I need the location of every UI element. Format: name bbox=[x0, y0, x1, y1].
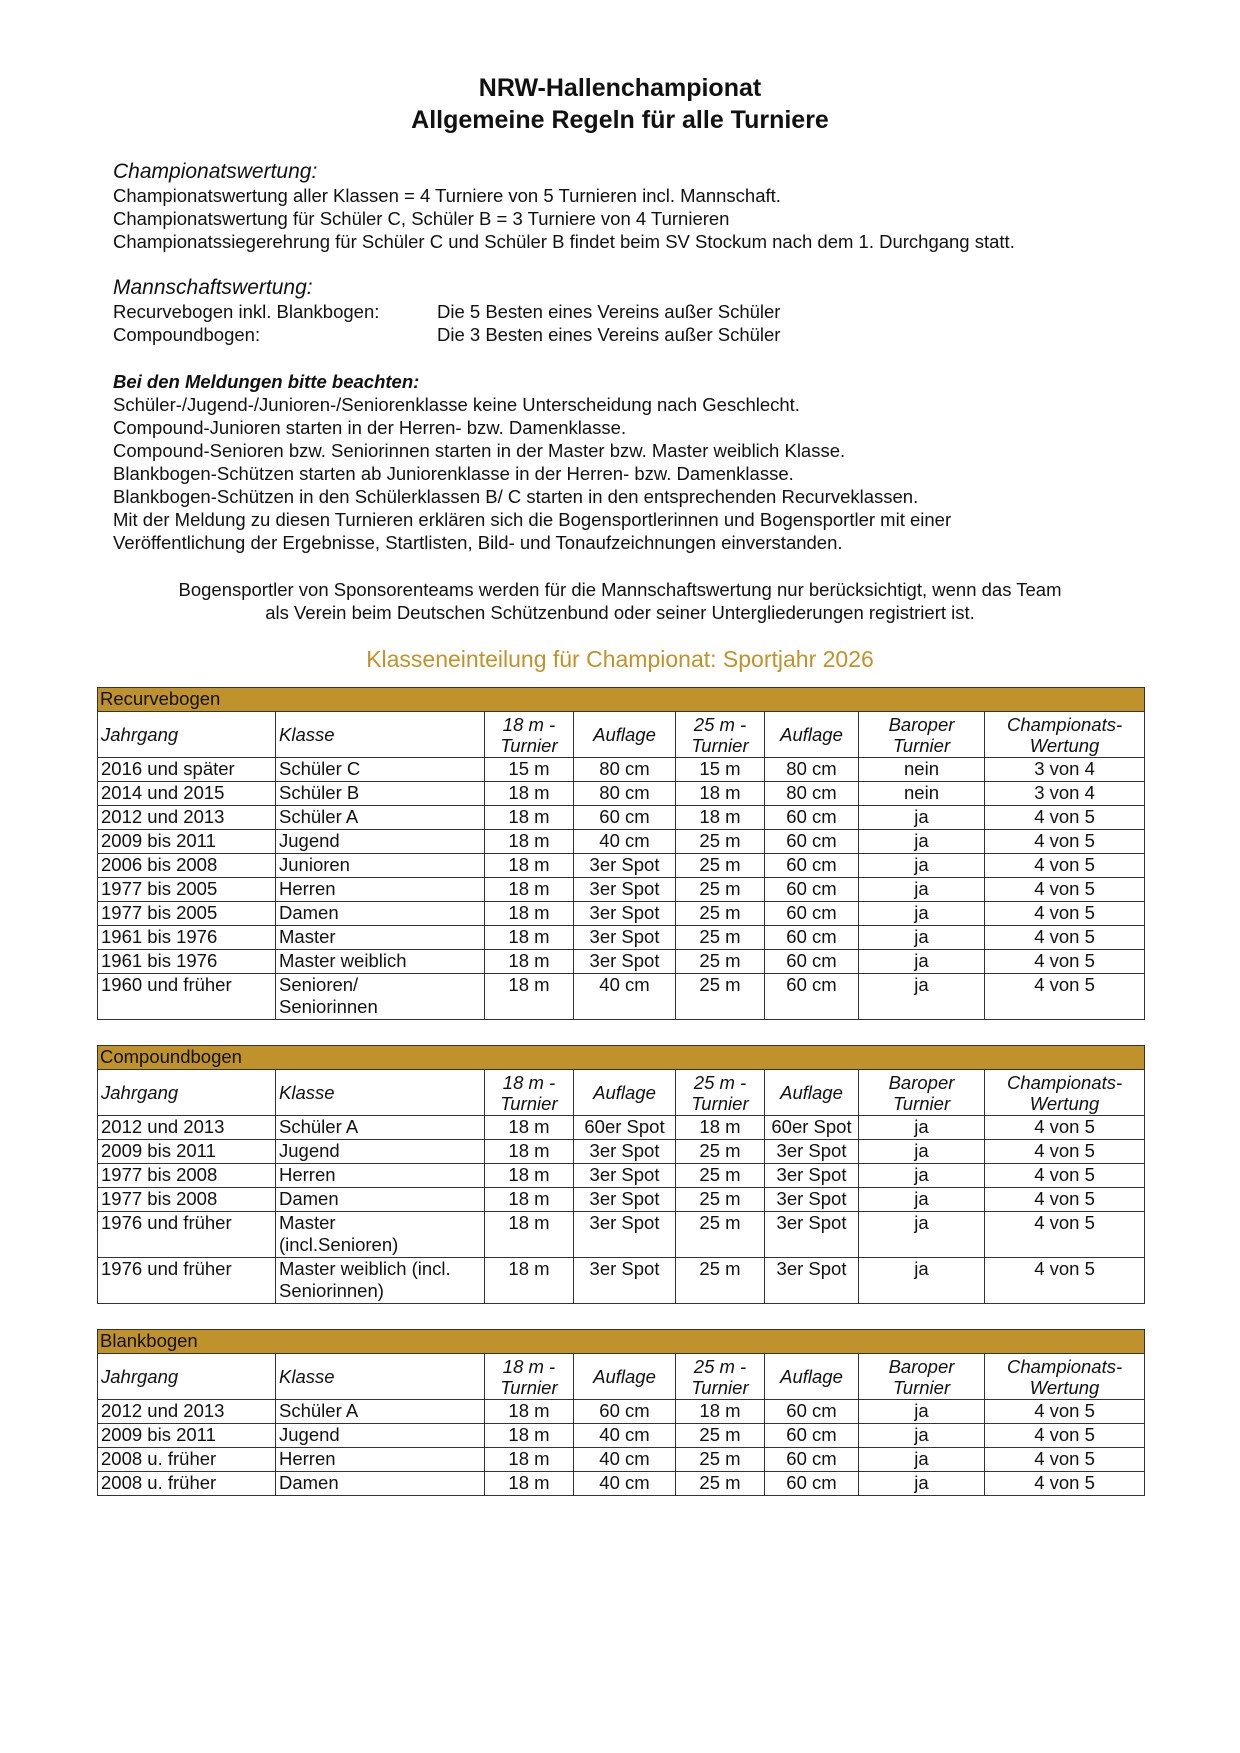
cell-18m: 18 m bbox=[485, 830, 574, 854]
col-25m: 25 m - Turnier bbox=[676, 712, 765, 758]
cell-18m: 18 m bbox=[485, 1448, 574, 1472]
cell-jahrgang: 1976 und früher bbox=[98, 1212, 276, 1258]
table-row bbox=[98, 806, 1145, 830]
col-championat: Championats- Wertung bbox=[985, 712, 1145, 758]
col-18m: 18 m - Turnier bbox=[485, 1070, 574, 1116]
cell-25m: 25 m bbox=[676, 1188, 765, 1212]
table-row bbox=[98, 1258, 1145, 1304]
page-subtitle: Allgemeine Regeln für alle Turniere bbox=[411, 106, 829, 134]
mannschaftswertung-value: Die 5 Besten eines Vereins außer Schüler bbox=[437, 301, 781, 322]
cell-auflage: 80 cm bbox=[574, 758, 676, 782]
table-row bbox=[98, 782, 1145, 806]
cell-jahrgang: 1977 bis 2008 bbox=[98, 1188, 276, 1212]
cell-25m: 25 m bbox=[676, 974, 765, 1020]
cell-auflage: 80 cm bbox=[765, 782, 859, 806]
cell-baroper: nein bbox=[859, 758, 985, 782]
meldungen-line: Compound-Junioren starten in der Herren- bzw. Damenklasse. bbox=[113, 417, 627, 438]
cell-jahrgang: 2006 bis 2008 bbox=[98, 854, 276, 878]
cell-wertung: 4 von 5 bbox=[985, 1164, 1145, 1188]
col-auflage: Auflage bbox=[574, 1070, 676, 1116]
cell-auflage: 3er Spot bbox=[765, 1258, 859, 1304]
cell-baroper: ja bbox=[859, 1116, 985, 1140]
cell-auflage: 40 cm bbox=[574, 974, 676, 1020]
cell-auflage: 60er Spot bbox=[765, 1116, 859, 1140]
cell-jahrgang: 2012 und 2013 bbox=[98, 806, 276, 830]
championatswertung-heading: Championatswertung: bbox=[113, 160, 318, 183]
championatswertung-line: Championatssiegerehrung für Schüler C und Schüler B findet beim SV Stockum nach dem 1. Durchgang statt. bbox=[113, 231, 1015, 252]
meldungen-line: Mit der Meldung zu diesen Turnieren erklären sich die Bogensportlerinnen und Bogensportler mit einer bbox=[113, 509, 952, 530]
sponsor-note bbox=[113, 578, 1127, 624]
cell-18m: 18 m bbox=[485, 854, 574, 878]
cell-auflage: 80 cm bbox=[765, 758, 859, 782]
table-row bbox=[98, 830, 1145, 854]
cell-baroper: ja bbox=[859, 878, 985, 902]
sponsor-note-line: Bogensportler von Sponsorenteams werden für die Mannschaftswertung nur berücksichtigt, wenn das Team bbox=[178, 579, 1062, 600]
cell-25m: 25 m bbox=[676, 1472, 765, 1496]
col-championat: Championats- Wertung bbox=[985, 1070, 1145, 1116]
cell-klasse: Senioren/ Seniorinnen bbox=[276, 974, 485, 1020]
cell-auflage: 60 cm bbox=[765, 926, 859, 950]
table-header-row bbox=[98, 1070, 1145, 1116]
cell-auflage: 60 cm bbox=[765, 878, 859, 902]
cell-25m: 25 m bbox=[676, 1140, 765, 1164]
cell-wertung: 4 von 5 bbox=[985, 1424, 1145, 1448]
cell-jahrgang: 1977 bis 2008 bbox=[98, 1164, 276, 1188]
cell-18m: 18 m bbox=[485, 878, 574, 902]
championatswertung-line: Championatswertung für Schüler C, Schüler B = 3 Turniere von 4 Turnieren bbox=[113, 208, 730, 229]
cell-baroper: ja bbox=[859, 1400, 985, 1424]
cell-auflage: 60er Spot bbox=[574, 1116, 676, 1140]
cell-auflage: 60 cm bbox=[765, 1448, 859, 1472]
cell-baroper: ja bbox=[859, 1472, 985, 1496]
cell-baroper: ja bbox=[859, 830, 985, 854]
cell-25m: 25 m bbox=[676, 1212, 765, 1258]
col-baroper: Baroper Turnier bbox=[859, 712, 985, 758]
cell-baroper: ja bbox=[859, 902, 985, 926]
cell-baroper: ja bbox=[859, 1212, 985, 1258]
meldungen-line: Compound-Senioren bzw. Seniorinnen starten in der Master bzw. Master weiblich Klasse. bbox=[113, 440, 846, 461]
cell-baroper: ja bbox=[859, 1448, 985, 1472]
cell-auflage: 3er Spot bbox=[765, 1140, 859, 1164]
cell-auflage: 3er Spot bbox=[765, 1188, 859, 1212]
cell-18m: 18 m bbox=[485, 926, 574, 950]
cell-18m: 18 m bbox=[485, 1164, 574, 1188]
cell-baroper: ja bbox=[859, 854, 985, 878]
cell-wertung: 4 von 5 bbox=[985, 830, 1145, 854]
cell-klasse: Damen bbox=[276, 1188, 485, 1212]
cell-wertung: 4 von 5 bbox=[985, 974, 1145, 1020]
cell-auflage: 60 cm bbox=[765, 806, 859, 830]
cell-25m: 25 m bbox=[676, 1424, 765, 1448]
cell-auflage: 3er Spot bbox=[765, 1164, 859, 1188]
table-row bbox=[98, 758, 1145, 782]
cell-jahrgang: 1961 bis 1976 bbox=[98, 950, 276, 974]
cell-25m: 15 m bbox=[676, 758, 765, 782]
table-row bbox=[98, 854, 1145, 878]
table-row bbox=[98, 902, 1145, 926]
cell-auflage: 40 cm bbox=[574, 1472, 676, 1496]
cell-wertung: 4 von 5 bbox=[985, 878, 1145, 902]
col-18m: 18 m - Turnier bbox=[485, 712, 574, 758]
col-jahrgang: Jahrgang bbox=[98, 712, 276, 758]
cell-jahrgang: 2009 bis 2011 bbox=[98, 1140, 276, 1164]
compound-table bbox=[97, 1045, 1145, 1304]
cell-jahrgang: 2012 und 2013 bbox=[98, 1400, 276, 1424]
cell-baroper: ja bbox=[859, 1424, 985, 1448]
cell-auflage: 3er Spot bbox=[574, 1258, 676, 1304]
cell-wertung: 4 von 5 bbox=[985, 1448, 1145, 1472]
cell-klasse: Schüler B bbox=[276, 782, 485, 806]
cell-18m: 18 m bbox=[485, 1140, 574, 1164]
cell-25m: 18 m bbox=[676, 1400, 765, 1424]
cell-baroper: ja bbox=[859, 974, 985, 1020]
cell-klasse: Jugend bbox=[276, 830, 485, 854]
cell-klasse: Master (incl.Senioren) bbox=[276, 1212, 485, 1258]
cell-auflage: 3er Spot bbox=[574, 950, 676, 974]
cell-18m: 15 m bbox=[485, 758, 574, 782]
cell-auflage: 3er Spot bbox=[574, 1188, 676, 1212]
cell-auflage: 3er Spot bbox=[574, 854, 676, 878]
table-header-row bbox=[98, 712, 1145, 758]
meldungen-line: Veröffentlichung der Ergebnisse, Startlisten, Bild- und Tonaufzeichnungen einverstanden. bbox=[113, 532, 843, 553]
cell-wertung: 4 von 5 bbox=[985, 950, 1145, 974]
blank-band: Blankbogen bbox=[98, 1330, 1145, 1354]
table-row bbox=[98, 926, 1145, 950]
cell-klasse: Schüler A bbox=[276, 1400, 485, 1424]
cell-25m: 25 m bbox=[676, 1448, 765, 1472]
cell-jahrgang: 2016 und später bbox=[98, 758, 276, 782]
cell-klasse: Master bbox=[276, 926, 485, 950]
cell-jahrgang: 1977 bis 2005 bbox=[98, 878, 276, 902]
cell-wertung: 4 von 5 bbox=[985, 854, 1145, 878]
cell-jahrgang: 1977 bis 2005 bbox=[98, 902, 276, 926]
cell-18m: 18 m bbox=[485, 1472, 574, 1496]
col-klasse: Klasse bbox=[276, 712, 485, 758]
cell-baroper: ja bbox=[859, 1258, 985, 1304]
cell-jahrgang: 2008 u. früher bbox=[98, 1472, 276, 1496]
col-championat: Championats- Wertung bbox=[985, 1354, 1145, 1400]
cell-klasse: Herren bbox=[276, 878, 485, 902]
cell-auflage: 40 cm bbox=[574, 1424, 676, 1448]
cell-auflage: 3er Spot bbox=[574, 878, 676, 902]
cell-25m: 25 m bbox=[676, 1164, 765, 1188]
cell-18m: 18 m bbox=[485, 782, 574, 806]
table-row bbox=[98, 1116, 1145, 1140]
cell-wertung: 3 von 4 bbox=[985, 782, 1145, 806]
cell-klasse: Jugend bbox=[276, 1424, 485, 1448]
cell-jahrgang: 2009 bis 2011 bbox=[98, 830, 276, 854]
cell-baroper: nein bbox=[859, 782, 985, 806]
col-25m: 25 m - Turnier bbox=[676, 1070, 765, 1116]
cell-18m: 18 m bbox=[485, 1258, 574, 1304]
table-row bbox=[98, 974, 1145, 1020]
cell-jahrgang: 2009 bis 2011 bbox=[98, 1424, 276, 1448]
cell-auflage: 3er Spot bbox=[574, 902, 676, 926]
mannschaftswertung-heading: Mannschaftswertung: bbox=[113, 276, 313, 299]
col-auflage: Auflage bbox=[765, 1354, 859, 1400]
cell-wertung: 3 von 4 bbox=[985, 758, 1145, 782]
cell-auflage: 60 cm bbox=[574, 806, 676, 830]
cell-18m: 18 m bbox=[485, 1116, 574, 1140]
meldungen-line: Blankbogen-Schützen starten ab Juniorenklasse in der Herren- bzw. Damenklasse. bbox=[113, 463, 794, 484]
meldungen-line: Blankbogen-Schützen in den Schülerklassen B/ C starten in den entsprechenden Recurveklassen. bbox=[113, 486, 919, 507]
table-row bbox=[98, 1188, 1145, 1212]
table-header-row bbox=[98, 1354, 1145, 1400]
cell-18m: 18 m bbox=[485, 974, 574, 1020]
cell-auflage: 60 cm bbox=[765, 1472, 859, 1496]
col-18m: 18 m - Turnier bbox=[485, 1354, 574, 1400]
table-row bbox=[98, 1400, 1145, 1424]
cell-18m: 18 m bbox=[485, 902, 574, 926]
cell-wertung: 4 von 5 bbox=[985, 926, 1145, 950]
cell-auflage: 40 cm bbox=[574, 830, 676, 854]
cell-wertung: 4 von 5 bbox=[985, 1188, 1145, 1212]
meldungen-section bbox=[113, 370, 1163, 554]
cell-auflage: 3er Spot bbox=[574, 1164, 676, 1188]
mannschaftswertung-section bbox=[113, 275, 1163, 346]
cell-auflage: 60 cm bbox=[765, 974, 859, 1020]
col-baroper: Baroper Turnier bbox=[859, 1070, 985, 1116]
table-row bbox=[98, 1212, 1145, 1258]
cell-klasse: Damen bbox=[276, 1472, 485, 1496]
cell-auflage: 60 cm bbox=[765, 854, 859, 878]
cell-jahrgang: 2008 u. früher bbox=[98, 1448, 276, 1472]
page-title: NRW-Hallenchampionat bbox=[478, 74, 762, 102]
cell-jahrgang: 1976 und früher bbox=[98, 1258, 276, 1304]
cell-klasse: Schüler A bbox=[276, 1116, 485, 1140]
cell-klasse: Herren bbox=[276, 1448, 485, 1472]
cell-25m: 25 m bbox=[676, 1258, 765, 1304]
mannschaftswertung-label: Compoundbogen: bbox=[113, 324, 261, 345]
mannschaftswertung-value: Die 3 Besten eines Vereins außer Schüler bbox=[437, 324, 781, 345]
col-jahrgang: Jahrgang bbox=[98, 1070, 276, 1116]
cell-baroper: ja bbox=[859, 1140, 985, 1164]
blank-table bbox=[97, 1329, 1145, 1496]
classification-title: Klasseneinteilung für Championat: Sportjahr 2026 bbox=[366, 646, 874, 672]
championatswertung-line: Championatswertung aller Klassen = 4 Turniere von 5 Turnieren incl. Mannschaft. bbox=[113, 185, 781, 206]
recurve-band: Recurvebogen bbox=[98, 688, 1145, 712]
cell-auflage: 3er Spot bbox=[574, 926, 676, 950]
table-row bbox=[98, 1472, 1145, 1496]
cell-auflage: 3er Spot bbox=[765, 1212, 859, 1258]
table-row bbox=[98, 1140, 1145, 1164]
cell-auflage: 60 cm bbox=[765, 1424, 859, 1448]
meldungen-line: Schüler-/Jugend-/Junioren-/Seniorenklasse keine Unterscheidung nach Geschlecht. bbox=[113, 394, 800, 415]
cell-jahrgang: 2012 und 2013 bbox=[98, 1116, 276, 1140]
col-klasse: Klasse bbox=[276, 1070, 485, 1116]
cell-klasse: Master weiblich bbox=[276, 950, 485, 974]
col-klasse: Klasse bbox=[276, 1354, 485, 1400]
cell-25m: 25 m bbox=[676, 926, 765, 950]
cell-klasse: Master weiblich (incl. Seniorinnen) bbox=[276, 1258, 485, 1304]
col-auflage: Auflage bbox=[574, 712, 676, 758]
cell-18m: 18 m bbox=[485, 1400, 574, 1424]
cell-baroper: ja bbox=[859, 806, 985, 830]
cell-wertung: 4 von 5 bbox=[985, 1140, 1145, 1164]
cell-baroper: ja bbox=[859, 1188, 985, 1212]
cell-klasse: Jugend bbox=[276, 1140, 485, 1164]
col-auflage: Auflage bbox=[574, 1354, 676, 1400]
cell-baroper: ja bbox=[859, 950, 985, 974]
cell-25m: 25 m bbox=[676, 854, 765, 878]
cell-wertung: 4 von 5 bbox=[985, 1258, 1145, 1304]
cell-baroper: ja bbox=[859, 926, 985, 950]
mannschaftswertung-row bbox=[113, 323, 1163, 346]
cell-25m: 25 m bbox=[676, 950, 765, 974]
cell-auflage: 60 cm bbox=[574, 1400, 676, 1424]
cell-jahrgang: 2014 und 2015 bbox=[98, 782, 276, 806]
table-row bbox=[98, 950, 1145, 974]
cell-klasse: Junioren bbox=[276, 854, 485, 878]
cell-25m: 25 m bbox=[676, 878, 765, 902]
cell-25m: 25 m bbox=[676, 902, 765, 926]
recurve-table bbox=[97, 687, 1145, 1020]
table-row bbox=[98, 878, 1145, 902]
cell-auflage: 60 cm bbox=[765, 902, 859, 926]
cell-25m: 18 m bbox=[676, 1116, 765, 1140]
sponsor-note-line: als Verein beim Deutschen Schützenbund oder seiner Untergliederungen registriert ist. bbox=[265, 602, 975, 623]
cell-wertung: 4 von 5 bbox=[985, 902, 1145, 926]
cell-25m: 18 m bbox=[676, 782, 765, 806]
table-row bbox=[98, 1424, 1145, 1448]
cell-klasse: Herren bbox=[276, 1164, 485, 1188]
cell-auflage: 3er Spot bbox=[574, 1212, 676, 1258]
table-row bbox=[98, 1164, 1145, 1188]
championatswertung-section bbox=[113, 159, 1163, 253]
cell-auflage: 80 cm bbox=[574, 782, 676, 806]
col-jahrgang: Jahrgang bbox=[98, 1354, 276, 1400]
mannschaftswertung-row bbox=[113, 300, 1163, 323]
cell-18m: 18 m bbox=[485, 1424, 574, 1448]
cell-klasse: Damen bbox=[276, 902, 485, 926]
col-auflage: Auflage bbox=[765, 1070, 859, 1116]
meldungen-heading: Bei den Meldungen bitte beachten: bbox=[113, 371, 420, 392]
cell-wertung: 4 von 5 bbox=[985, 1400, 1145, 1424]
cell-auflage: 60 cm bbox=[765, 950, 859, 974]
cell-wertung: 4 von 5 bbox=[985, 806, 1145, 830]
table-row bbox=[98, 1448, 1145, 1472]
cell-18m: 18 m bbox=[485, 950, 574, 974]
cell-jahrgang: 1961 bis 1976 bbox=[98, 926, 276, 950]
compound-band: Compoundbogen bbox=[98, 1046, 1145, 1070]
col-baroper: Baroper Turnier bbox=[859, 1354, 985, 1400]
cell-auflage: 40 cm bbox=[574, 1448, 676, 1472]
cell-baroper: ja bbox=[859, 1164, 985, 1188]
cell-auflage: 3er Spot bbox=[574, 1140, 676, 1164]
cell-25m: 18 m bbox=[676, 806, 765, 830]
mannschaftswertung-label: Recurvebogen inkl. Blankbogen: bbox=[113, 301, 380, 322]
cell-18m: 18 m bbox=[485, 806, 574, 830]
cell-wertung: 4 von 5 bbox=[985, 1472, 1145, 1496]
cell-wertung: 4 von 5 bbox=[985, 1212, 1145, 1258]
cell-auflage: 60 cm bbox=[765, 1400, 859, 1424]
cell-18m: 18 m bbox=[485, 1188, 574, 1212]
cell-18m: 18 m bbox=[485, 1212, 574, 1258]
cell-wertung: 4 von 5 bbox=[985, 1116, 1145, 1140]
cell-jahrgang: 1960 und früher bbox=[98, 974, 276, 1020]
col-25m: 25 m - Turnier bbox=[676, 1354, 765, 1400]
cell-25m: 25 m bbox=[676, 830, 765, 854]
cell-auflage: 60 cm bbox=[765, 830, 859, 854]
cell-klasse: Schüler A bbox=[276, 806, 485, 830]
cell-klasse: Schüler C bbox=[276, 758, 485, 782]
col-auflage: Auflage bbox=[765, 712, 859, 758]
